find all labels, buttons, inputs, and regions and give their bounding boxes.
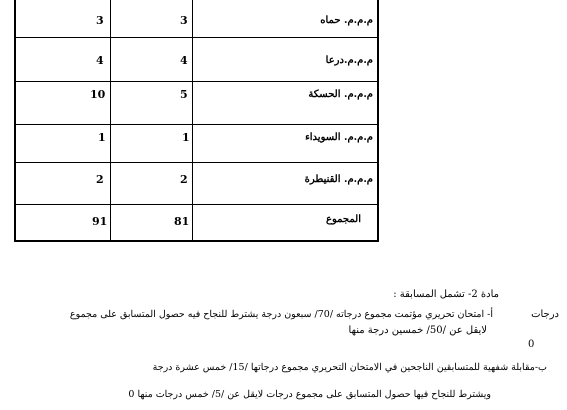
paragraph-b-line-2: ويشترط للنجاح فيها حصول المتسابق على مجموع درجات لايقل عن /5/ خمس درجات منها 0 [128,389,491,400]
table-cell-name: م.م.م. حماه [320,15,373,26]
table-cell-value: 2 [180,173,188,186]
table-row [16,38,377,82]
paragraph-a-line-1-end: درجات [531,309,559,320]
table-cell-value: 2 [96,173,104,186]
results-table [14,0,379,242]
article-heading: مادة 2- تشمل المسابقة : [393,289,499,300]
table-cell-value: 4 [180,54,188,67]
table-cell-name: م.م.م.درعا [325,55,373,66]
table-cell-value: 3 [96,14,104,27]
table-cell-value: 5 [180,88,188,101]
table-row [16,125,377,163]
table-cell-name: م.م.م. السويداء [305,132,373,143]
paragraph-b-line-1: ب-مقابلة شفهية للمتسابقين الناجحين في الامتحان التحريري مجموع درجاتها /15/ خمس عشرة درجة [152,362,547,373]
paragraph-a-line-3: 0 [528,339,535,350]
table-row [16,0,377,38]
table-total-row [16,205,377,242]
table-row [16,82,377,125]
table-cell-name: م.م.م. الحسكة [308,89,373,100]
paragraph-a-line-1: أ- امتحان تحريري مؤتمت مجموع درجاته /70/ سبعون درجة يشترط للنجاح فيه حصول المتسابق على مجموع [69,309,493,320]
table-cell-value: 1 [182,131,190,144]
table-cell-value: 10 [90,88,106,101]
table-row [16,163,377,205]
table-cell-value: 4 [96,54,104,67]
table-total-value: 81 [174,215,190,228]
table-total-value: 91 [92,215,108,228]
table-cell-name: م.م.م. القنيطرة [304,174,373,185]
paragraph-a-line-2: لايقل عن /50/ خمسين درجة منها [348,325,487,336]
table-cell-value: 1 [98,131,106,144]
table-cell-value: 3 [180,14,188,27]
table-total-label: المجموع [326,214,361,225]
